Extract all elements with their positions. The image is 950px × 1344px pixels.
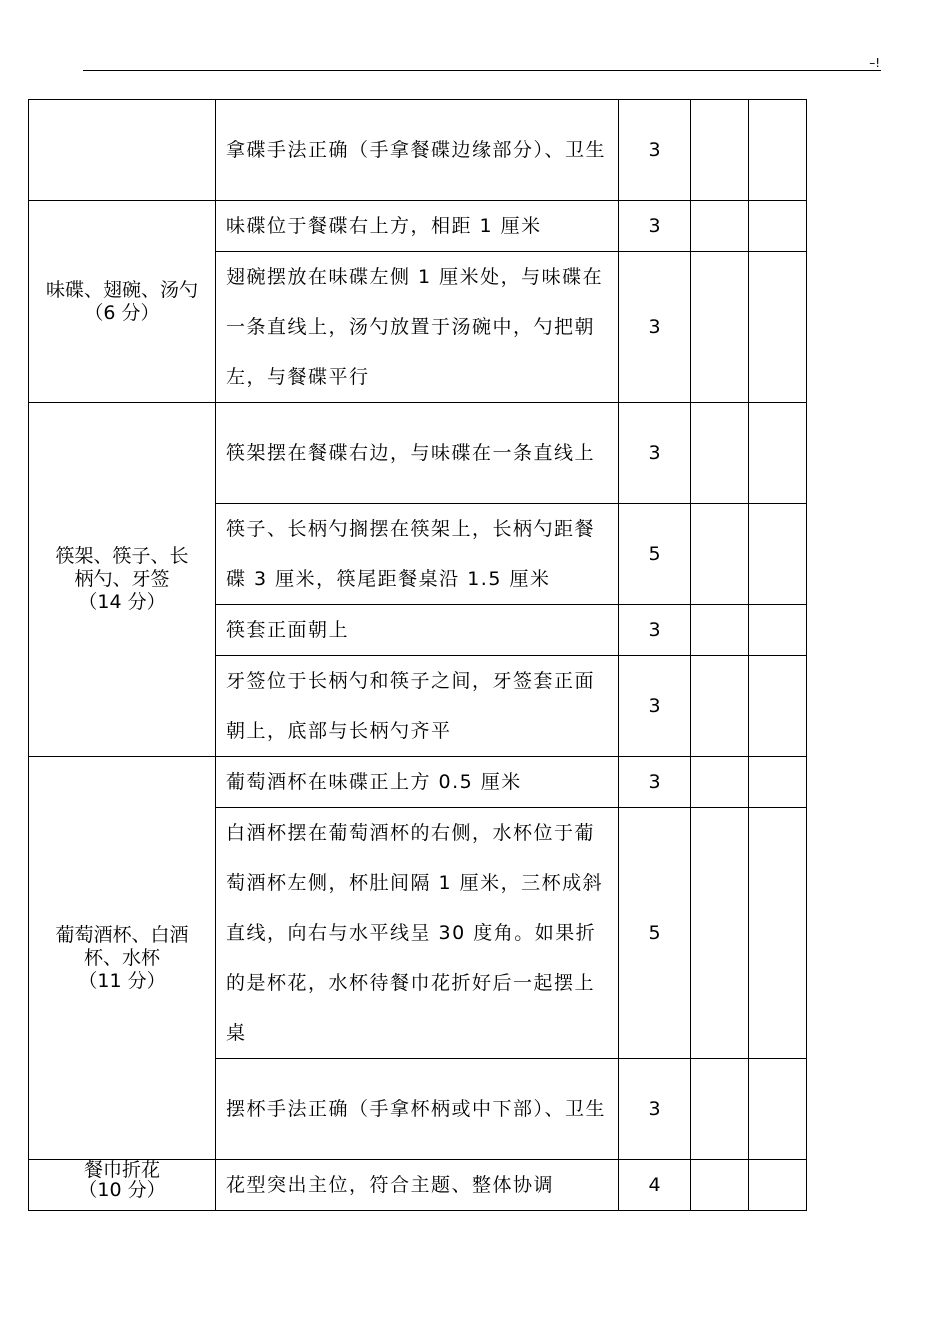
blank-cell	[749, 1059, 807, 1160]
score-cell: 3	[619, 1059, 691, 1160]
table-row	[29, 100, 807, 201]
page-header-mark: –!	[869, 56, 880, 70]
category-name: 味碟、翅碗、汤勺	[45, 278, 198, 301]
score-cell: 3	[619, 403, 691, 504]
category-cell	[29, 757, 216, 1160]
blank-cell	[691, 656, 749, 757]
score-cell: 3	[619, 757, 691, 808]
table-row	[29, 757, 807, 808]
header-rule	[83, 70, 881, 71]
blank-cell	[691, 504, 749, 605]
blank-cell	[691, 201, 749, 252]
requirement-cell: 葡萄酒杯在味碟正上方 0.5 厘米	[216, 757, 619, 808]
blank-cell	[691, 808, 749, 1059]
blank-cell	[749, 252, 807, 403]
requirement-cell: 筷架摆在餐碟右边，与味碟在一条直线上	[216, 403, 619, 504]
scoring-table	[28, 99, 807, 1211]
blank-cell	[749, 201, 807, 252]
blank-cell	[691, 403, 749, 504]
table-row	[29, 201, 807, 252]
category-score: （6 分）	[84, 301, 160, 324]
blank-cell	[749, 605, 807, 656]
blank-cell	[749, 808, 807, 1059]
blank-cell	[749, 1160, 807, 1211]
requirement-cell: 味碟位于餐碟右上方，相距 1 厘米	[216, 201, 619, 252]
requirement-cell: 白酒杯摆在葡萄酒杯的右侧，水杯位于葡萄酒杯左侧，杯肚间隔 1 厘米，三杯成斜直线，向右与水平线呈 30 度角。如果折的是杯花，水杯待餐巾花折好后一起摆上桌	[216, 808, 619, 1059]
score-cell: 5	[619, 808, 691, 1059]
requirement-cell: 翅碗摆放在味碟左侧 1 厘米处，与味碟在一条直线上，汤勺放置于汤碗中，勺把朝左，与餐碟平行	[216, 252, 619, 403]
score-cell: 3	[619, 656, 691, 757]
score-cell: 3	[619, 201, 691, 252]
requirement-cell: 筷套正面朝上	[216, 605, 619, 656]
category-name: 筷架、筷子、长柄勺、牙签	[55, 545, 189, 590]
requirement-cell: 筷子、长柄勺搁摆在筷架上，长柄勺距餐碟 3 厘米，筷尾距餐桌沿 1.5 厘米	[216, 504, 619, 605]
blank-cell	[691, 605, 749, 656]
requirement-cell: 摆杯手法正确（手拿杯柄或中下部）、卫生	[216, 1059, 619, 1160]
blank-cell	[749, 403, 807, 504]
score-cell: 5	[619, 504, 691, 605]
blank-cell	[691, 100, 749, 201]
table-row	[29, 1160, 807, 1211]
category-cell	[29, 201, 216, 403]
requirement-cell: 拿碟手法正确（手拿餐碟边缘部分）、卫生	[216, 100, 619, 201]
blank-cell	[749, 656, 807, 757]
score-cell: 3	[619, 100, 691, 201]
blank-cell	[749, 504, 807, 605]
blank-cell	[749, 100, 807, 201]
blank-cell	[691, 1160, 749, 1211]
category-score: （10 分）	[78, 1179, 166, 1201]
category-cell	[29, 100, 216, 201]
blank-cell	[691, 757, 749, 808]
category-cell	[29, 403, 216, 757]
score-cell: 3	[619, 605, 691, 656]
category-cell	[29, 1160, 216, 1211]
requirement-cell: 牙签位于长柄勺和筷子之间，牙签套正面朝上，底部与长柄勺齐平	[216, 656, 619, 757]
blank-cell	[691, 252, 749, 403]
category-name: 餐巾折花	[83, 1159, 160, 1181]
requirement-cell: 花型突出主位，符合主题、整体协调	[216, 1160, 619, 1211]
category-score: （14 分）	[78, 591, 166, 613]
table-row	[29, 403, 807, 504]
blank-cell	[691, 1059, 749, 1160]
score-cell: 4	[619, 1160, 691, 1211]
category-name: 葡萄酒杯、白酒杯、水杯	[55, 923, 189, 969]
category-score: （11 分）	[78, 969, 166, 992]
blank-cell	[749, 757, 807, 808]
score-cell: 3	[619, 252, 691, 403]
